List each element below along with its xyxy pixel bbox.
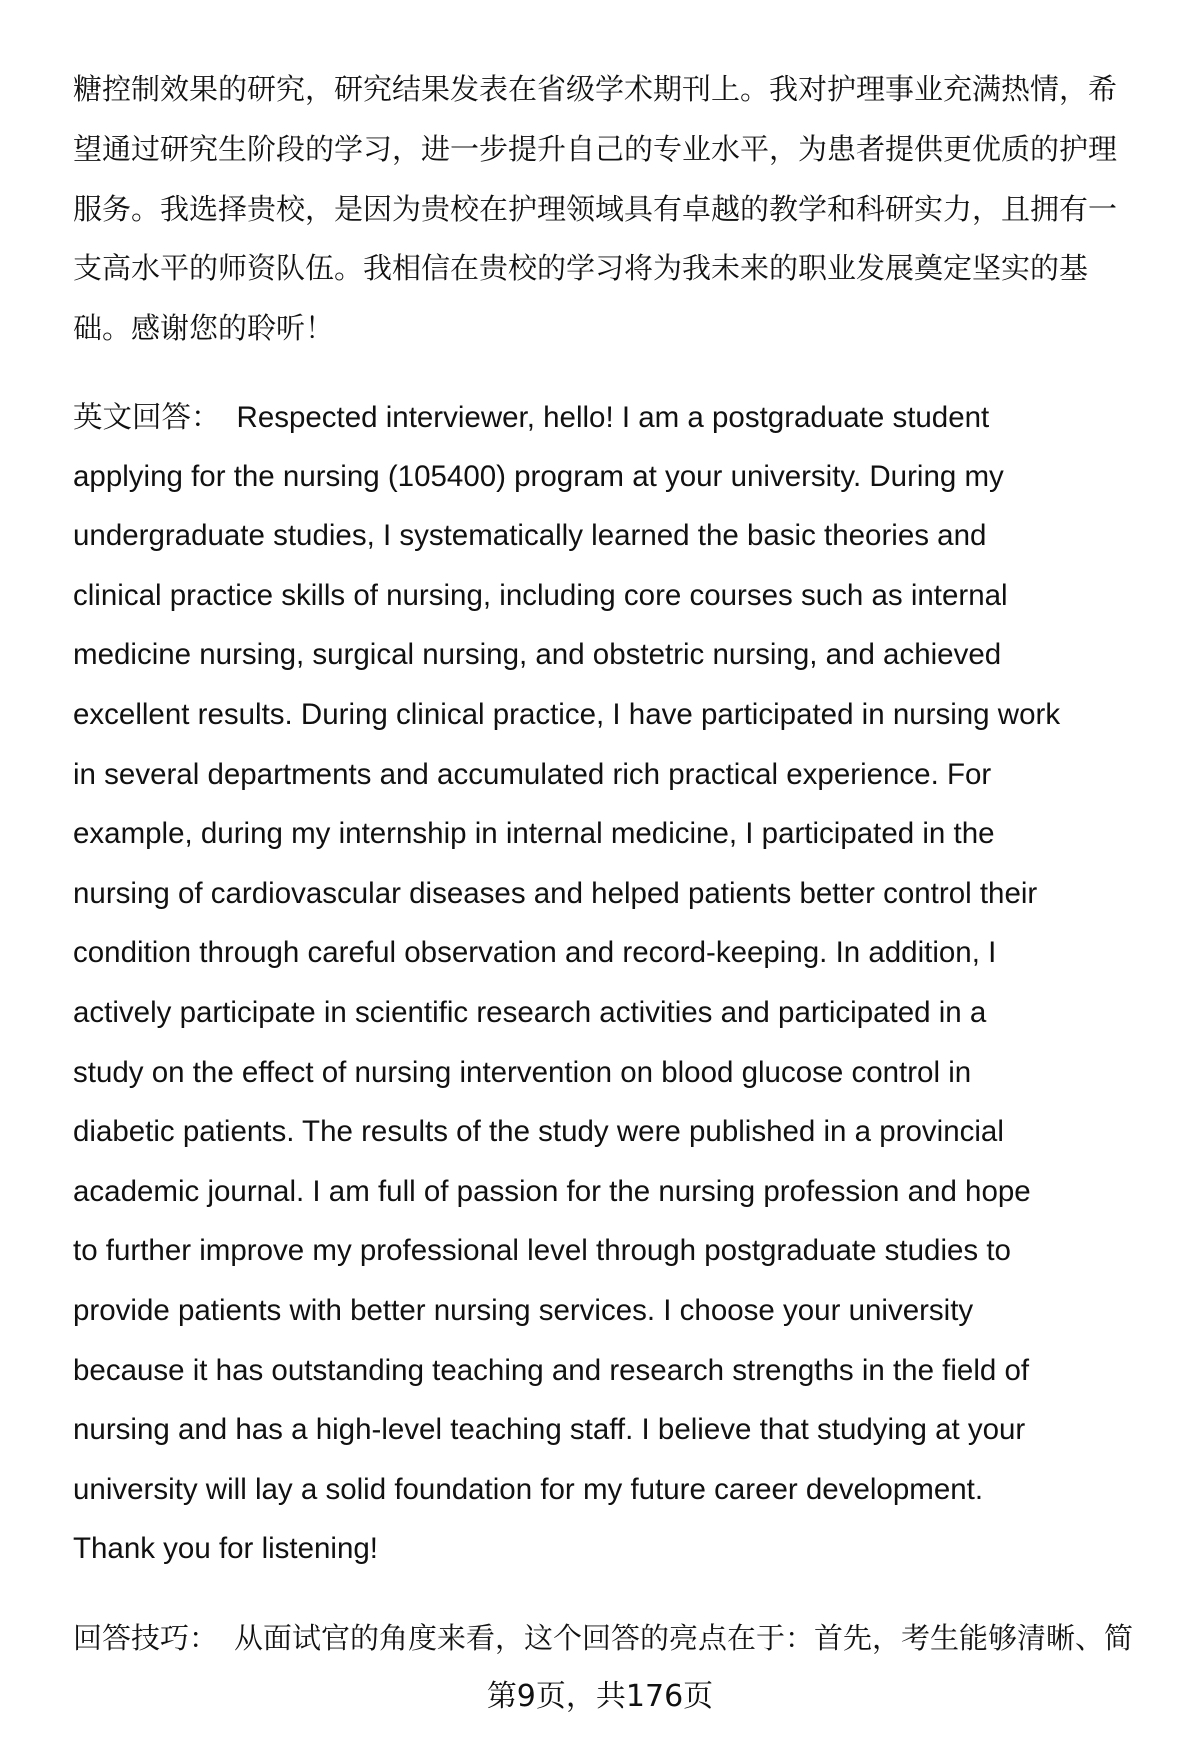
text-line: 服务。我选择贵校，是因为贵校在护理领域具有卓越的教学和科研实力，且拥有一 [73,192,1118,226]
text-line: university will lay a solid foundation for my future career development. [73,1472,984,1506]
answer-tips-paragraph [73,1618,1133,1658]
text-line: actively participate in scientific research activities and participated in a [73,996,987,1029]
text-line: 望通过研究生阶段的学习，进一步提升自己的专业水平，为患者提供更优质的护理 [73,132,1118,166]
text-line: applying for the nursing (105400) program at your university. During my [73,459,1004,493]
text-line: example, during my internship in internal medicine, I participated in the [73,817,995,851]
english-answer-label: 英文回答： [73,400,221,434]
text-line: to further improve my professional level through postgraduate studies to [73,1234,1011,1268]
text-line: excellent results. During clinical practice, I have participated in nursing work [73,698,1061,731]
text-line: 糖控制效果的研究，研究结果发表在省级学术期刊上。我对护理事业充满热情，希 [73,72,1118,106]
text-line: medicine nursing, surgical nursing, and obstetric nursing, and achieved [73,638,1002,672]
text-line: study on the effect of nursing intervention on blood glucose control in [73,1055,972,1089]
text-line: condition through careful observation and record-keeping. In addition, I [73,936,997,970]
english-answer-text: Respected interviewer, hello! I am a postgraduate student [236,401,990,434]
text-line: 础。感谢您的聆听！ [73,311,335,345]
text-line: clinical practice skills of nursing, including core courses such as internal [73,578,1008,612]
text-line: nursing of cardiovascular diseases and helped patients better control their [73,876,1038,910]
text-line: because it has outstanding teaching and research strengths in the field of [73,1353,1030,1387]
answer-tips-label: 回答技巧： [73,1621,219,1655]
text-line: 支高水平的师资队伍。我相信在贵校的学习将为我未来的职业发展奠定坚实的基 [73,251,1089,285]
page-indicator: 第9页，共176页 [486,1679,714,1714]
text-line: diabetic patients. The results of the study were published in a provincial [73,1115,1004,1149]
text-line: provide patients with better nursing services. I choose your university [73,1294,974,1327]
text-line: nursing and has a high-level teaching staff. I believe that studying at your [73,1413,1026,1447]
text-line [73,397,989,438]
text-line: academic journal. I am full of passion for the nursing profession and hope [73,1174,1031,1208]
text-line: Thank you for listening! [73,1532,378,1566]
text-line: in several departments and accumulated rich practical experience. For [73,757,992,791]
answer-tips-text: 从面试官的角度来看，这个回答的亮点在于：首先，考生能够清晰、简 [234,1621,1134,1655]
text-line: undergraduate studies, I systematically learned the basic theories and [73,519,987,553]
